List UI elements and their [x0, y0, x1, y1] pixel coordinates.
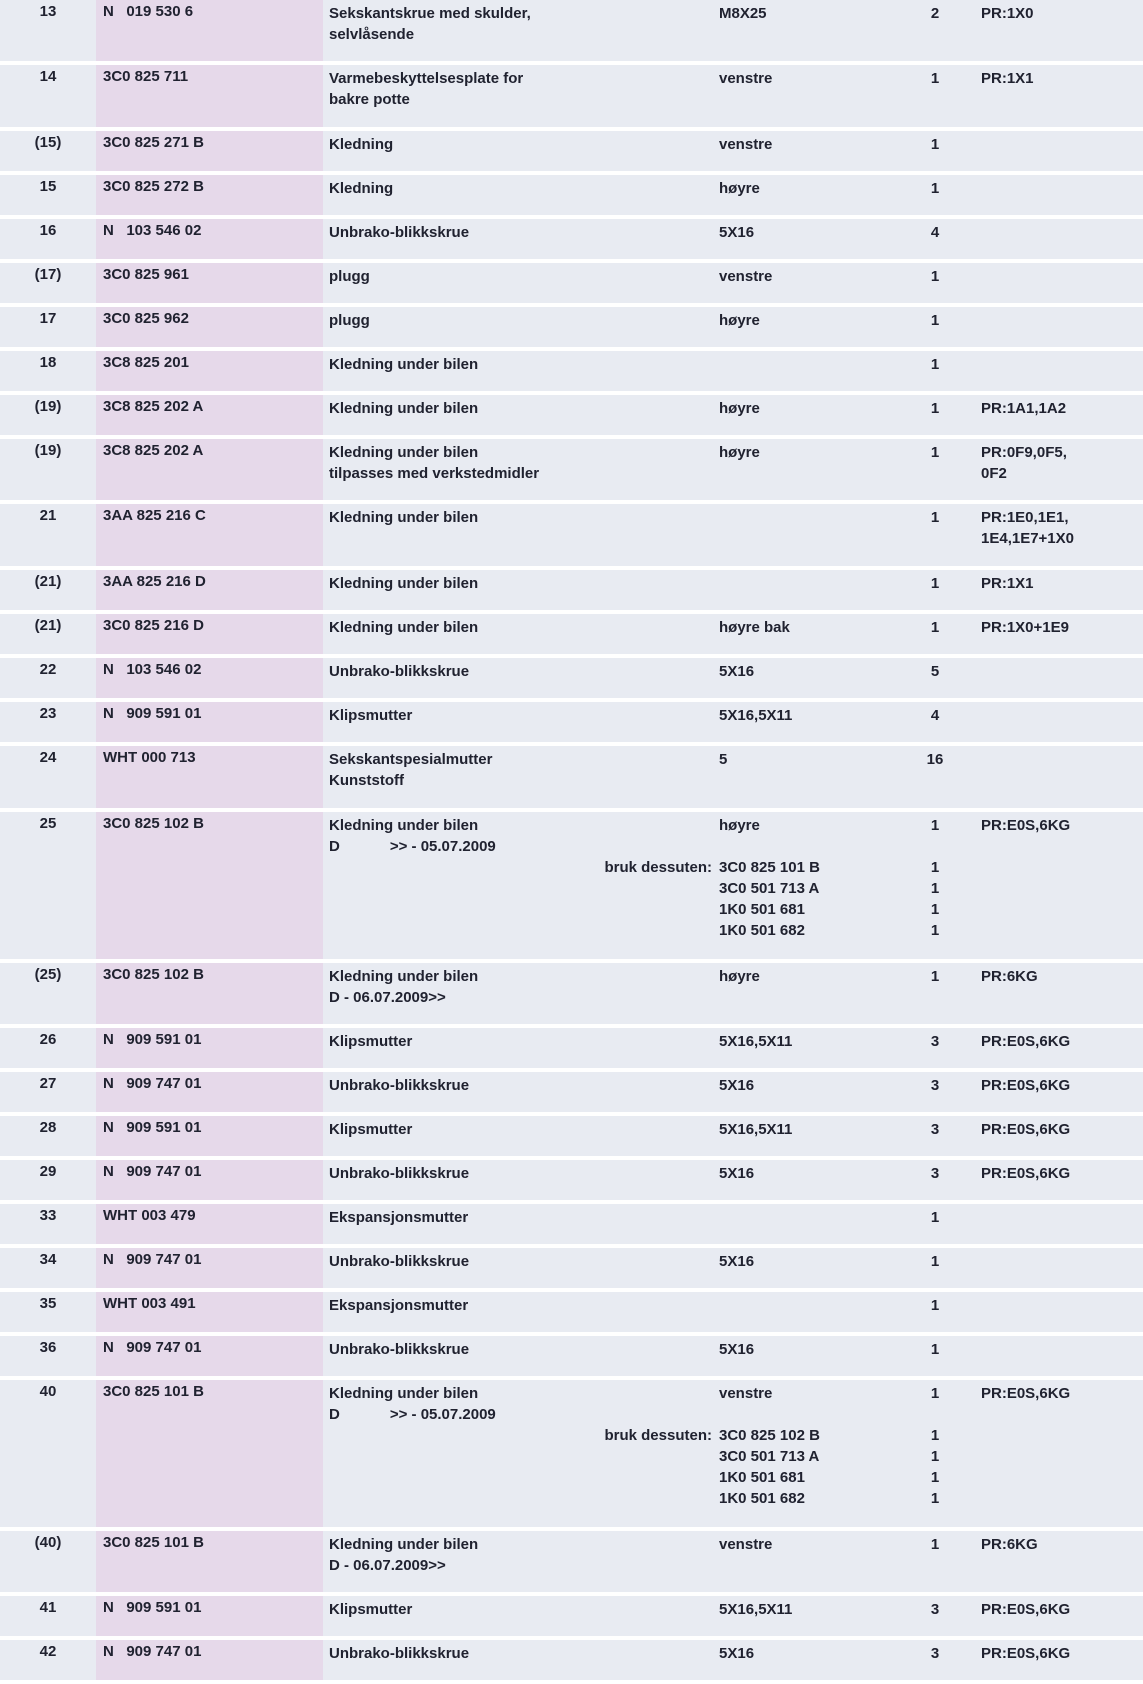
quantity: 3 — [930, 1165, 940, 1182]
description-line: Kledning under bilen — [329, 1385, 479, 1402]
description — [329, 966, 669, 1008]
pr-code-line: 1E4,1E7+1X0 — [981, 530, 1074, 547]
quantity: 2 — [930, 5, 940, 22]
part-number-cell — [96, 1292, 323, 1332]
part-number[interactable]: N 909 591 01 — [103, 705, 202, 722]
description-line: Unbrako-blikkskrue — [329, 1341, 470, 1358]
remark: venstre — [719, 1385, 773, 1402]
description — [329, 442, 669, 484]
position-number: 16 — [39, 222, 57, 239]
remark: 5X16 — [719, 1253, 755, 1270]
table-row — [0, 0, 1143, 65]
position-number: 33 — [39, 1207, 57, 1224]
part-number-cell — [96, 1531, 323, 1592]
description — [329, 3, 669, 45]
description — [329, 310, 669, 331]
part-number-cell — [96, 307, 323, 347]
table-row — [0, 1292, 1143, 1336]
pr-code-line: PR:E0S,6KG — [981, 817, 1071, 834]
part-number-cell — [96, 702, 323, 742]
also-use-quantity: 1 — [930, 901, 940, 918]
pr-code-line: PR:1X0 — [981, 5, 1034, 22]
description-line: D - 06.07.2009>> — [329, 989, 446, 1006]
description-line: Kledning under bilen — [329, 575, 479, 592]
description — [329, 1383, 669, 1425]
pr-code — [981, 1383, 1141, 1404]
table-row — [0, 439, 1143, 504]
quantity: 3 — [930, 1077, 940, 1094]
description — [329, 178, 669, 199]
part-number[interactable]: N 909 747 01 — [103, 1075, 202, 1092]
pr-code-line: PR:E0S,6KG — [981, 1165, 1071, 1182]
description-line: Unbrako-blikkskrue — [329, 663, 470, 680]
remark: 5X16 — [719, 1165, 755, 1182]
part-number[interactable]: 3C0 825 216 D — [103, 617, 204, 634]
position-number: (40) — [34, 1534, 62, 1551]
remark: 5X16 — [719, 663, 755, 680]
part-number-cell — [96, 263, 323, 303]
position-number: (21) — [34, 617, 62, 634]
position-number: 41 — [39, 1599, 57, 1616]
part-number-cell — [96, 812, 323, 959]
pr-code — [981, 1643, 1141, 1664]
table-row — [0, 570, 1143, 614]
part-number-cell — [96, 614, 323, 654]
description — [329, 1075, 669, 1096]
also-use-part-number[interactable]: 1K0 501 681 — [719, 901, 805, 918]
description — [329, 573, 669, 594]
quantity: 1 — [930, 180, 940, 197]
description — [329, 68, 669, 110]
description-line: Kledning under bilen — [329, 400, 479, 417]
table-row — [0, 1116, 1143, 1160]
quantity: 1 — [930, 268, 940, 285]
position-number: 22 — [39, 661, 57, 678]
table-row — [0, 1160, 1143, 1204]
quantity: 1 — [930, 1253, 940, 1270]
description-line: Unbrako-blikkskrue — [329, 1645, 470, 1662]
remark: høyre — [719, 817, 760, 834]
pr-code — [981, 1534, 1141, 1555]
part-number[interactable]: N 909 591 01 — [103, 1599, 202, 1616]
pr-code-line: PR:E0S,6KG — [981, 1121, 1071, 1138]
part-number-cell — [96, 175, 323, 215]
also-use-quantity: 1 — [930, 1469, 940, 1486]
remark: venstre — [719, 1536, 773, 1553]
pr-code — [981, 815, 1141, 836]
description — [329, 354, 669, 375]
also-use-part-number[interactable]: 3C0 825 102 B — [719, 1427, 820, 1444]
description-line: Klipsmutter — [329, 707, 413, 724]
pr-code-line: 0F2 — [981, 465, 1007, 482]
pr-code-line: PR:E0S,6KG — [981, 1033, 1071, 1050]
quantity: 1 — [930, 1536, 940, 1553]
remark: 5X16,5X11 — [719, 1033, 793, 1050]
table-row — [0, 746, 1143, 812]
table-row — [0, 658, 1143, 702]
position-number: (25) — [34, 966, 62, 983]
table-row — [0, 504, 1143, 570]
remark: venstre — [719, 136, 773, 153]
description-line: Klipsmutter — [329, 1121, 413, 1138]
description-line: Kledning — [329, 136, 394, 153]
part-number[interactable]: 3C0 825 711 — [103, 68, 189, 85]
pr-code — [981, 1119, 1141, 1140]
table-row — [0, 131, 1143, 175]
part-number-cell — [96, 65, 323, 127]
description-line: Kledning under bilen — [329, 509, 479, 526]
description — [329, 398, 669, 419]
position-number: (17) — [34, 266, 62, 283]
description-line: Ekspansjonsmutter — [329, 1297, 469, 1314]
part-number-cell — [96, 131, 323, 171]
table-row — [0, 614, 1143, 658]
position-number: 21 — [39, 507, 57, 524]
description — [329, 1163, 669, 1184]
remark: 5X16 — [719, 1077, 755, 1094]
table-row — [0, 1336, 1143, 1380]
description-line: D >> - 05.07.2009 — [329, 1406, 496, 1423]
position-number: 26 — [39, 1031, 57, 1048]
pr-code-line: PR:E0S,6KG — [981, 1077, 1071, 1094]
remark: M8X25 — [719, 5, 767, 22]
pr-code-line: PR:1X1 — [981, 70, 1034, 87]
quantity: 1 — [930, 817, 940, 834]
description-line: Unbrako-blikkskrue — [329, 224, 470, 241]
pr-code-line: PR:1X0+1E9 — [981, 619, 1069, 636]
description — [329, 1643, 669, 1664]
part-number[interactable]: 3C0 825 271 B — [103, 134, 204, 151]
position-number: 36 — [39, 1339, 57, 1356]
pr-code-line: PR:E0S,6KG — [981, 1645, 1071, 1662]
remark: høyre — [719, 444, 760, 461]
part-number-cell — [96, 1160, 323, 1200]
description — [329, 1295, 669, 1316]
description-line: Kunststoff — [329, 772, 404, 789]
description-line: tilpasses med verkstedmidler — [329, 465, 540, 482]
remark: 5X16,5X11 — [719, 707, 793, 724]
part-number-cell — [96, 0, 323, 61]
remark: venstre — [719, 268, 773, 285]
description-line: D - 06.07.2009>> — [329, 1557, 446, 1574]
part-number-cell — [96, 1204, 323, 1244]
position-number: 14 — [39, 68, 57, 85]
position-number: 17 — [39, 310, 57, 327]
description-line: Sekskantspesialmutter — [329, 751, 493, 768]
pr-code — [981, 617, 1141, 638]
position-number: (19) — [34, 398, 62, 415]
quantity: 1 — [930, 70, 940, 87]
pr-code-line: PR:1E0,1E1, — [981, 509, 1069, 526]
position-number: 13 — [39, 3, 57, 20]
position-number: 15 — [39, 178, 57, 195]
part-number-cell — [96, 504, 323, 566]
part-number[interactable]: N 909 747 01 — [103, 1643, 202, 1660]
remark: 5X16,5X11 — [719, 1121, 793, 1138]
table-row — [0, 263, 1143, 307]
description — [329, 1207, 669, 1228]
description — [329, 134, 669, 155]
part-number[interactable]: N 103 546 02 — [103, 661, 202, 678]
part-number[interactable]: WHT 003 479 — [103, 1207, 196, 1224]
table-row — [0, 1380, 1143, 1531]
quantity: 1 — [930, 575, 940, 592]
pr-code-line: PR:E0S,6KG — [981, 1385, 1071, 1402]
part-number[interactable]: 3C8 825 201 — [103, 354, 189, 371]
description-line: Unbrako-blikkskrue — [329, 1253, 470, 1270]
pr-code — [981, 398, 1141, 419]
position-number: 24 — [39, 749, 57, 766]
part-number[interactable]: N 103 546 02 — [103, 222, 202, 239]
quantity: 1 — [930, 136, 940, 153]
position-number: (21) — [34, 573, 62, 590]
remark: 5X16 — [719, 1341, 755, 1358]
quantity: 1 — [930, 1341, 940, 1358]
table-row — [0, 351, 1143, 395]
quantity: 1 — [930, 968, 940, 985]
remark: 5X16,5X11 — [719, 1601, 793, 1618]
description — [329, 815, 669, 857]
table-row — [0, 1072, 1143, 1116]
position-number: 42 — [39, 1643, 57, 1660]
remark: høyre — [719, 312, 760, 329]
part-number-cell — [96, 746, 323, 808]
description — [329, 617, 669, 638]
description-line: plugg — [329, 268, 370, 285]
pr-code-line: PR:6KG — [981, 968, 1038, 985]
description-line: Unbrako-blikkskrue — [329, 1077, 470, 1094]
description — [329, 1534, 669, 1576]
quantity: 3 — [930, 1645, 940, 1662]
remark: 5X16 — [719, 224, 755, 241]
part-number[interactable]: N 019 530 6 — [103, 3, 194, 20]
description-line: Varmebeskyttelsesplate for — [329, 70, 524, 87]
pr-code-line: PR:1A1,1A2 — [981, 400, 1067, 417]
remark: 5 — [719, 751, 728, 768]
quantity: 1 — [930, 509, 940, 526]
part-number[interactable]: 3C0 825 102 B — [103, 966, 204, 983]
quantity: 3 — [930, 1121, 940, 1138]
quantity: 4 — [930, 707, 940, 724]
pr-code-line: PR:6KG — [981, 1536, 1038, 1553]
description-line: Kledning — [329, 180, 394, 197]
part-number[interactable]: 3AA 825 216 C — [103, 507, 206, 524]
quantity: 1 — [930, 1297, 940, 1314]
remark: venstre — [719, 70, 773, 87]
description-line: bakre potte — [329, 91, 410, 108]
quantity: 1 — [930, 1209, 940, 1226]
pr-code — [981, 507, 1141, 549]
quantity: 16 — [926, 751, 944, 768]
description-line: Kledning under bilen — [329, 817, 479, 834]
table-row — [0, 1640, 1143, 1684]
pr-code — [981, 1031, 1141, 1052]
also-use-label: bruk dessuten: — [604, 859, 712, 876]
also-use-quantity: 1 — [930, 1490, 940, 1507]
quantity: 5 — [930, 663, 940, 680]
position-number: 23 — [39, 705, 57, 722]
part-number-cell — [96, 351, 323, 391]
part-number-cell — [96, 1116, 323, 1156]
part-number[interactable]: WHT 000 713 — [103, 749, 196, 766]
part-number-cell — [96, 1072, 323, 1112]
position-number: 40 — [39, 1383, 57, 1400]
part-number-cell — [96, 1336, 323, 1376]
description-line: Unbrako-blikkskrue — [329, 1165, 470, 1182]
quantity: 1 — [930, 1385, 940, 1402]
part-number-cell — [96, 658, 323, 698]
part-number[interactable]: 3C0 825 272 B — [103, 178, 204, 195]
position-number: 25 — [39, 815, 57, 832]
description-line: selvlåsende — [329, 26, 415, 43]
description-line: Kledning under bilen — [329, 619, 479, 636]
description-line: Klipsmutter — [329, 1601, 413, 1618]
table-row — [0, 1596, 1143, 1640]
pr-code — [981, 68, 1141, 89]
also-use-quantity: 1 — [930, 859, 940, 876]
part-number-cell — [96, 1380, 323, 1527]
remark: høyre — [719, 180, 760, 197]
table-row — [0, 1204, 1143, 1248]
position-number: 18 — [39, 354, 57, 371]
part-number-cell — [96, 439, 323, 500]
position-number: 29 — [39, 1163, 57, 1180]
description — [329, 1031, 669, 1052]
position-number: (15) — [34, 134, 62, 151]
pr-code — [981, 442, 1141, 484]
description — [329, 222, 669, 243]
description — [329, 1251, 669, 1272]
also-use-part-number[interactable]: 3C0 825 101 B — [719, 859, 820, 876]
part-number[interactable]: N 909 747 01 — [103, 1339, 202, 1356]
description — [329, 705, 669, 726]
also-use-quantity: 1 — [930, 922, 940, 939]
part-number[interactable]: N 909 747 01 — [103, 1251, 202, 1268]
remark: høyre bak — [719, 619, 790, 636]
also-use-part-number[interactable]: 1K0 501 682 — [719, 1490, 805, 1507]
description — [329, 507, 669, 528]
part-number[interactable]: 3AA 825 216 D — [103, 573, 206, 590]
description — [329, 1119, 669, 1140]
quantity: 3 — [930, 1033, 940, 1050]
description — [329, 266, 669, 287]
description — [329, 749, 669, 791]
pr-code — [981, 1163, 1141, 1184]
table-row — [0, 702, 1143, 746]
part-number-cell — [96, 1596, 323, 1636]
description-line: Kledning under bilen — [329, 968, 479, 985]
part-number[interactable]: N 909 591 01 — [103, 1031, 202, 1048]
description-line: plugg — [329, 312, 370, 329]
part-number[interactable]: WHT 003 491 — [103, 1295, 196, 1312]
part-number[interactable]: N 909 747 01 — [103, 1163, 202, 1180]
part-number-cell — [96, 1640, 323, 1680]
description-line: Ekspansjonsmutter — [329, 1209, 469, 1226]
quantity: 1 — [930, 619, 940, 636]
table-row — [0, 65, 1143, 131]
also-use-part-number[interactable]: 1K0 501 682 — [719, 922, 805, 939]
position-number: 35 — [39, 1295, 57, 1312]
table-row — [0, 1248, 1143, 1292]
part-number[interactable]: N 909 591 01 — [103, 1119, 202, 1136]
also-use-quantity: 1 — [930, 1427, 940, 1444]
pr-code — [981, 573, 1141, 594]
description — [329, 1599, 669, 1620]
pr-code — [981, 1075, 1141, 1096]
part-number[interactable]: 3C8 825 202 A — [103, 442, 204, 459]
part-number-cell — [96, 395, 323, 435]
also-use-part-number[interactable]: 3C0 501 713 A — [719, 880, 820, 897]
pr-code — [981, 966, 1141, 987]
description-line: Kledning under bilen — [329, 356, 479, 373]
also-use-quantity: 1 — [930, 880, 940, 897]
part-number-cell — [96, 1028, 323, 1068]
part-number[interactable]: 3C0 825 102 B — [103, 815, 204, 832]
description-line: Klipsmutter — [329, 1033, 413, 1050]
part-number[interactable]: 3C0 825 101 B — [103, 1534, 204, 1551]
quantity: 1 — [930, 312, 940, 329]
table-row — [0, 395, 1143, 439]
also-use-quantity: 1 — [930, 1448, 940, 1465]
position-number: 27 — [39, 1075, 57, 1092]
quantity: 4 — [930, 224, 940, 241]
pr-code — [981, 3, 1141, 24]
table-row — [0, 1531, 1143, 1596]
remark: høyre — [719, 400, 760, 417]
position-number: 34 — [39, 1251, 57, 1268]
part-number[interactable]: 3C0 825 962 — [103, 310, 189, 327]
also-use-label: bruk dessuten: — [604, 1427, 712, 1444]
table-row — [0, 307, 1143, 351]
table-row — [0, 1028, 1143, 1072]
part-number[interactable]: 3C0 825 101 B — [103, 1383, 204, 1400]
description — [329, 1339, 669, 1360]
remark: høyre — [719, 968, 760, 985]
table-row — [0, 963, 1143, 1028]
pr-code-line: PR:1X1 — [981, 575, 1034, 592]
remark: 5X16 — [719, 1645, 755, 1662]
part-number[interactable]: 3C0 825 961 — [103, 266, 189, 283]
quantity: 1 — [930, 444, 940, 461]
position-number: 28 — [39, 1119, 57, 1136]
table-row — [0, 175, 1143, 219]
table-row — [0, 812, 1143, 963]
part-number-cell — [96, 963, 323, 1024]
table-row — [0, 219, 1143, 263]
description-line: Kledning under bilen — [329, 1536, 479, 1553]
part-number-cell — [96, 1248, 323, 1288]
quantity: 1 — [930, 356, 940, 373]
description-line: D >> - 05.07.2009 — [329, 838, 496, 855]
pr-code — [981, 1599, 1141, 1620]
also-use-part-number[interactable]: 1K0 501 681 — [719, 1469, 805, 1486]
quantity: 1 — [930, 400, 940, 417]
quantity: 3 — [930, 1601, 940, 1618]
part-number[interactable]: 3C8 825 202 A — [103, 398, 204, 415]
description — [329, 661, 669, 682]
also-use-part-number[interactable]: 3C0 501 713 A — [719, 1448, 820, 1465]
description-line: Kledning under bilen — [329, 444, 479, 461]
part-number-cell — [96, 219, 323, 259]
part-number-cell — [96, 570, 323, 610]
description-line: Sekskantskrue med skulder, — [329, 5, 531, 22]
pr-code-line: PR:0F9,0F5, — [981, 444, 1067, 461]
position-number: (19) — [34, 442, 62, 459]
pr-code-line: PR:E0S,6KG — [981, 1601, 1071, 1618]
